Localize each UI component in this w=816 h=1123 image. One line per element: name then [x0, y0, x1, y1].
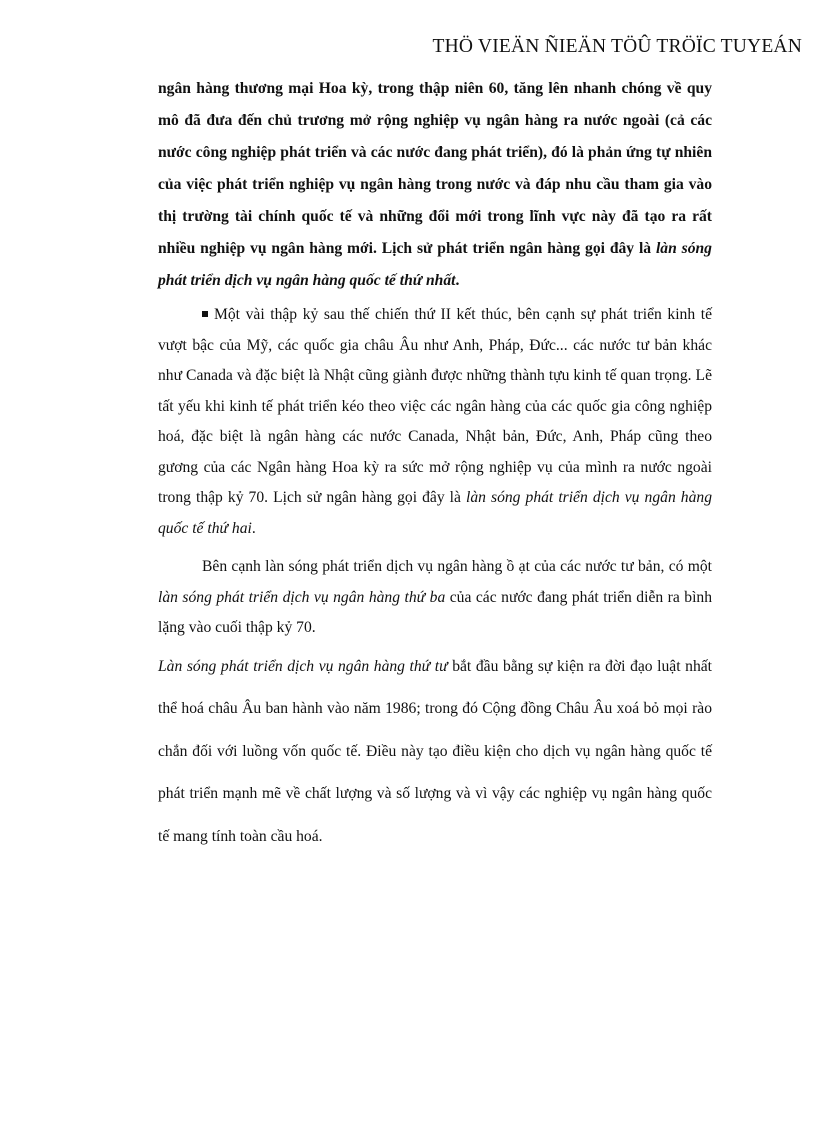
- paragraph-third-wave: [158, 552, 712, 644]
- paragraph-text: ngân hàng thương mại Hoa kỳ, trong thập niên 60, tăng lên nhanh chóng về quy mô đã đưa đến chủ trương mở rộng nghiệp vụ ngân hàng ra nước ngoài (cả các nước công nghiệp phát triển và các nước đang phát triển), đó là phản ứng tự nhiên của việc phát triển nghiệp vụ ngân hàng trong nước và đáp nhu cầu tham gia vào thị trường tài chính quốc tế và những đổi mới trong lĩnh vực này đã tạo ra rất nhiều nghiệp vụ ngân hàng mới. Lịch sử phát triển ngân hàng gọi đây là: [158, 80, 712, 257]
- paragraph-text: Bên cạnh làn sóng phát triển dịch vụ ngân hàng ồ ạt của các nước tư bản, có một: [202, 558, 712, 575]
- paragraph-text-end: của các nước đang phát triển diễn ra bình lặng vào cuối thập kỷ 70.: [158, 588, 712, 636]
- page-header: THÖ VIEÄN ÑIEÄN TÖÛ TRÖÏC TUYEÁN: [432, 36, 802, 57]
- square-bullet-icon: [202, 311, 208, 317]
- paragraph-fourth-wave: [158, 646, 712, 859]
- document-body: [158, 73, 712, 858]
- italic-term: làn sóng phát triển dịch vụ ngân hàng quốc tế thứ nhất: [158, 240, 712, 289]
- paragraph-text-end: .: [455, 272, 460, 289]
- paragraph-first-wave: [158, 73, 712, 297]
- italic-term: làn sóng phát triển dịch vụ ngân hàng quốc tế thứ hai: [158, 489, 712, 537]
- paragraph-text-end: bắt đầu bằng sự kiện ra đời đạo luật nhất thể hoá châu Âu ban hành vào năm 1986; trong đó Cộng đồng Châu Âu xoá bỏ mọi rào chắn đối với luồng vốn quốc tế. Điều này tạo điều kiện cho dịch vụ ngân hàng quốc tế phát triển mạnh mẽ về chất lượng và số lượng và vì vậy các nghiệp vụ ngân hàng quốc tế mang tính toàn cầu hoá.: [158, 657, 712, 845]
- paragraph-text: Một vài thập kỷ sau thế chiến thứ II kết thúc, bên cạnh sự phát triển kinh tế vượt bậc của Mỹ, các quốc gia châu Âu như Anh, Pháp, Đức... các nước tư bản khác như Canada và đặc biệt là Nhật cũng giành được những thành tựu kinh tế quan trọng. Lẽ tất yếu khi kinh tế phát triển kéo theo việc các ngân hàng của các quốc gia công nghiệp hoá, đặc biệt là ngân hàng các nước Canada, Nhật bản, Đức, Anh, Pháp cũng theo gương của các Ngân hàng Hoa kỳ ra sức mở rộng nghiệp vụ của mình ra nước ngoài trong thập kỷ 70. Lịch sử ngân hàng gọi đây là: [158, 306, 712, 506]
- paragraph-second-wave: [158, 300, 712, 544]
- paragraph-text-end: .: [251, 519, 256, 537]
- italic-term: làn sóng phát triển dịch vụ ngân hàng thứ ba: [158, 588, 446, 606]
- italic-term: Làn sóng phát triển dịch vụ ngân hàng thứ tư: [158, 657, 448, 675]
